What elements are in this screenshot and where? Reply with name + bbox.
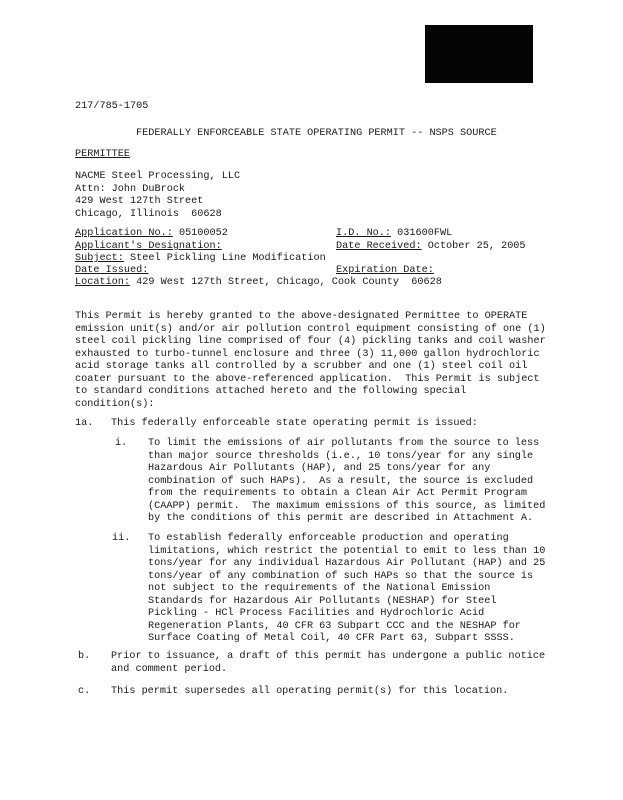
intro-line: coater pursuant to the above-referenced application. This Permit is subject bbox=[75, 373, 540, 385]
location-label: Location: bbox=[75, 277, 131, 288]
condition-1a-text: This federally enforceable state operating permit is issued: bbox=[111, 418, 478, 429]
condition-line: than major source thresholds (i.e., 10 tons/year for any single bbox=[148, 450, 534, 462]
id-no-row bbox=[336, 228, 452, 241]
subject-row bbox=[75, 253, 326, 266]
condition-line: Hazardous Air Pollutants (HAP), and 25 tons/year for any bbox=[148, 463, 491, 474]
intro-line: condition(s): bbox=[75, 398, 155, 410]
condition-line: tons/year for any individual Hazardous Air Pollutant (HAP) and 25 bbox=[148, 558, 546, 569]
condition-line: Surface Coating of Metal Coil, 40 CFR Part 63, Subpart SSSS. bbox=[148, 633, 515, 644]
application-no-value: 05100052 bbox=[178, 228, 228, 239]
intro-paragraph bbox=[75, 311, 546, 411]
condition-b-marker: b. bbox=[78, 651, 91, 662]
condition-1a-ii-marker: ii. bbox=[112, 533, 131, 544]
applicant-designation-label: Applicant's Designation: bbox=[75, 241, 222, 252]
intro-line: This Permit is hereby granted to the above-designated Permittee to OPERATE bbox=[75, 311, 528, 322]
application-no-row bbox=[75, 228, 228, 241]
date-received-row bbox=[336, 241, 526, 254]
document-number: 217/785-1705 bbox=[75, 101, 149, 112]
permittee-city: Chicago, Illinois 60628 bbox=[75, 208, 222, 220]
date-received-value: October 25, 2005 bbox=[427, 241, 526, 252]
intro-line: steel coil pickling line comprised of four (4) pickling tanks and coil washer bbox=[75, 336, 546, 347]
expiration-date-label: Expiration Date: bbox=[336, 265, 434, 276]
condition-1a-i-marker: i. bbox=[115, 438, 128, 449]
subject-label: Subject: bbox=[75, 253, 124, 264]
application-no-label: Application No.: bbox=[75, 228, 173, 239]
id-no-value: 031600FWL bbox=[397, 228, 453, 239]
intro-line: to standard conditions attached hereto and the following special bbox=[75, 386, 467, 397]
permittee-address bbox=[75, 171, 240, 221]
condition-line: combination of such HAPs). As a result, the source is excluded bbox=[148, 475, 534, 487]
condition-b-text bbox=[111, 651, 545, 676]
condition-line: (CAAPP) permit. The maximum emissions of this source, as limited bbox=[148, 500, 546, 512]
condition-line: Regeneration Plants, 40 CFR 63 Subpart CCC and the NESHAP for bbox=[148, 620, 521, 632]
condition-1a-i-text bbox=[148, 438, 545, 526]
condition-line: and comment period. bbox=[111, 663, 228, 675]
condition-line: by the conditions of this permit are described in Attachment A. bbox=[148, 513, 534, 524]
permittee-street: 429 West 127th Street bbox=[75, 196, 204, 207]
condition-c-marker: c. bbox=[78, 686, 91, 697]
condition-1a-marker: 1a. bbox=[75, 418, 94, 429]
condition-1a-ii-text bbox=[148, 533, 545, 646]
date-received-label: Date Received: bbox=[336, 241, 422, 252]
id-no-label: I.D. No.: bbox=[336, 228, 392, 239]
condition-line: Pickling - HCl Process Facilities and Hydrochloric Acid bbox=[148, 608, 485, 619]
redaction-block bbox=[425, 25, 533, 83]
intro-line: exhausted to turbo-tunnel enclosure and three (3) 11,000 gallon hydrochloric bbox=[75, 348, 540, 360]
condition-c-text: This permit supersedes all operating permit(s) for this location. bbox=[111, 686, 509, 697]
permittee-attn: Attn: John DuBrock bbox=[75, 183, 186, 195]
condition-line: To limit the emissions of air pollutants from the source to less bbox=[148, 438, 540, 449]
permittee-name: NACME Steel Processing, LLC bbox=[75, 171, 241, 182]
condition-line: limitations, which restrict the potential to emit to less than 10 bbox=[148, 545, 546, 557]
condition-line: Prior to issuance, a draft of this permit has undergone a public notice bbox=[111, 651, 546, 662]
permittee-heading: PERMITTEE bbox=[75, 149, 131, 160]
date-issued-label: Date Issued: bbox=[75, 265, 149, 276]
intro-line: acid storage tanks all controlled by a scrubber and one (1) steel coil oil bbox=[75, 361, 528, 372]
condition-line: from the requirements to obtain a Clean Air Act Permit Program bbox=[148, 488, 528, 499]
location-row bbox=[75, 277, 442, 290]
condition-line: not subject to the requirements of the National Emission bbox=[148, 583, 491, 594]
location-value: 429 West 127th Street, Chicago, Cook County 60628 bbox=[136, 277, 442, 288]
condition-line: Standards for Hazardous Air Pollutants (NESHAP) for Steel bbox=[148, 595, 497, 607]
condition-line: To establish federally enforceable production and operating bbox=[148, 533, 509, 544]
permit-title: FEDERALLY ENFORCEABLE STATE OPERATING PERMIT -- NSPS SOURCE bbox=[136, 128, 497, 139]
condition-line: tons/year of any combination of such HAPs so that the source is bbox=[148, 570, 534, 582]
subject-value: Steel Pickling Line Modification bbox=[130, 253, 326, 264]
intro-line: emission unit(s) and/or air pollution control equipment consisting of one (1) bbox=[75, 323, 546, 335]
